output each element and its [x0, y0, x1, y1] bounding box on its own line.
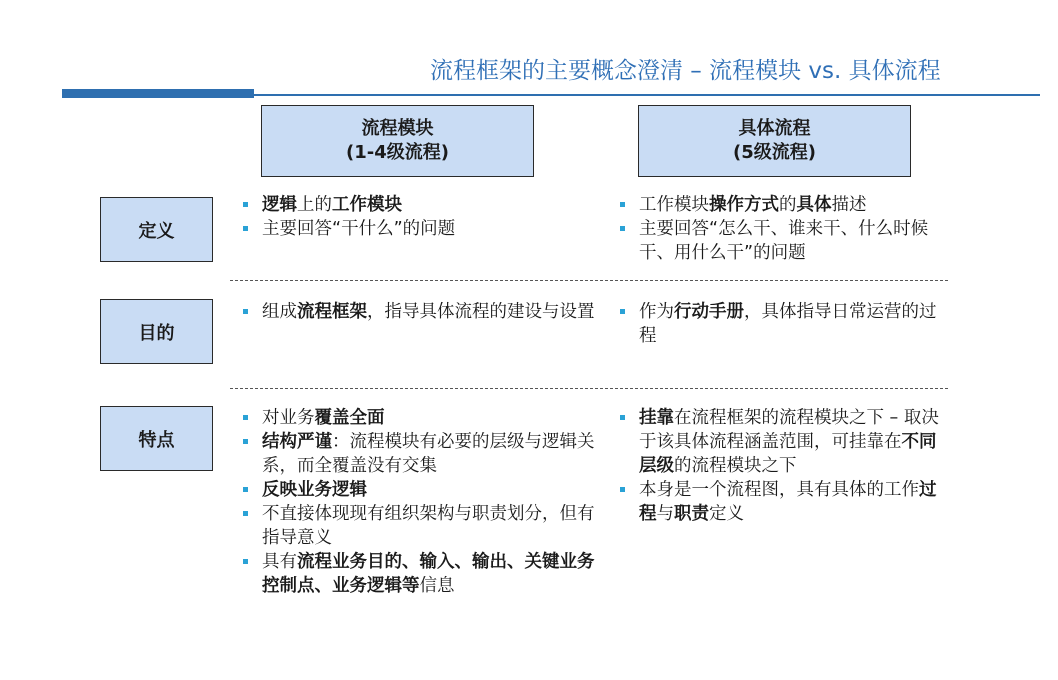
row-label-purpose: 目的 [100, 299, 213, 364]
emphasis-text: 挂靠 [639, 408, 674, 428]
bullet-icon [620, 415, 625, 420]
list-item [620, 406, 950, 478]
bullet-icon [620, 202, 625, 207]
bullet-icon [243, 415, 248, 420]
column-header-subtitle: (5级流程) [733, 142, 816, 163]
row-divider [230, 280, 948, 281]
body-text: 主要回答“怎么干、谁来干、什么时候干、用什么干”的问题 [639, 219, 929, 263]
body-text: 在流程框架的流程模块之下 – 取决于该具体流程涵盖范围，可挂靠在 [639, 408, 939, 452]
title-rule-accent [62, 89, 254, 98]
body-text: ：流程模块有必要的层级与逻辑关系，而全覆盖没有交集 [262, 432, 595, 476]
features-right-cell [620, 406, 950, 526]
list-item [243, 217, 598, 241]
bullet-icon [243, 202, 248, 207]
body-text: 具有 [262, 552, 297, 572]
body-text: 上的 [297, 195, 332, 215]
bullet-icon [243, 309, 248, 314]
body-text: 对业务 [262, 408, 315, 428]
row-label-definition: 定义 [100, 197, 213, 262]
emphasis-text: 逻辑 [262, 195, 297, 215]
emphasis-text: 行动手册 [674, 302, 744, 322]
bullet-icon [243, 511, 248, 516]
column-header-subtitle: (1-4级流程) [346, 142, 449, 163]
emphasis-text: 覆盖全面 [314, 408, 385, 428]
body-text: 不直接体现现有组织架构与职责划分，但有指导意义 [262, 504, 595, 548]
emphasis-text: 流程框架 [297, 302, 367, 322]
column-header-specific-process [638, 105, 911, 177]
list-item [620, 300, 950, 348]
emphasis-text: 流程业务目的、输入、输出、关键业务控制点、业务逻辑等 [262, 552, 595, 596]
list-item [243, 478, 598, 502]
emphasis-text: 不同层级 [639, 432, 937, 476]
column-header-title: 具体流程 [738, 118, 811, 139]
emphasis-text: 过程 [639, 480, 937, 524]
body-text: 本身是一个流程图，具有具体的工作 [639, 480, 919, 500]
title-rule [254, 94, 1040, 96]
definition-right-cell [620, 193, 950, 265]
row-divider [230, 388, 948, 389]
definition-left-cell [243, 193, 598, 241]
bullet-icon [243, 226, 248, 231]
body-text: 主要回答“干什么”的问题 [262, 219, 456, 239]
list-item [243, 300, 598, 324]
row-label-features: 特点 [100, 406, 213, 471]
list-item [243, 502, 598, 550]
list-item [243, 193, 598, 217]
body-text: 与 [656, 504, 674, 524]
emphasis-text: 反映业务逻辑 [262, 480, 367, 500]
body-text: 的流程模块之下 [674, 456, 797, 476]
bullet-icon [243, 487, 248, 492]
body-text: ，具体指导日常运营的过程 [639, 302, 937, 346]
list-item [243, 550, 598, 598]
body-text: 工作模块 [639, 195, 709, 215]
emphasis-text: 结构严谨 [262, 432, 332, 452]
body-text: 定义 [709, 504, 744, 524]
bullet-icon [620, 487, 625, 492]
body-text: 描述 [831, 195, 867, 215]
body-text: 作为 [639, 302, 674, 322]
emphasis-text: 具体 [796, 195, 832, 215]
body-text: 组成 [262, 302, 297, 322]
list-item [620, 193, 950, 217]
emphasis-text: 工作模块 [332, 195, 402, 215]
bullet-icon [620, 226, 625, 231]
list-item [243, 406, 598, 430]
body-text: 信息 [419, 576, 455, 596]
purpose-left-cell [243, 300, 598, 324]
bullet-icon [243, 439, 248, 444]
features-left-cell [243, 406, 598, 598]
body-text: 的 [779, 195, 797, 215]
body-text: ，指导具体流程的建设与设置 [367, 302, 595, 322]
emphasis-text: 职责 [674, 504, 709, 524]
bullet-icon [243, 559, 248, 564]
column-header-title: 流程模块 [361, 118, 434, 139]
bullet-icon [620, 309, 625, 314]
list-item [243, 430, 598, 478]
slide-title: 流程框架的主要概念澄清 – 流程模块 vs. 具体流程 [430, 58, 941, 84]
list-item [620, 217, 950, 265]
list-item [620, 478, 950, 526]
column-header-process-module [261, 105, 534, 177]
emphasis-text: 操作方式 [709, 195, 779, 215]
purpose-right-cell [620, 300, 950, 348]
